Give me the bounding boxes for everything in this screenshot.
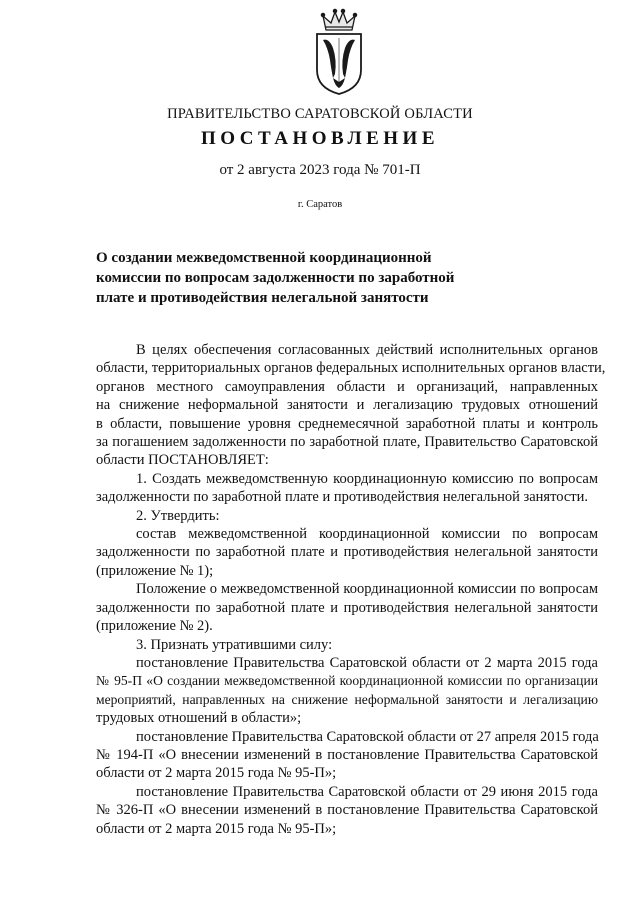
item-2b-paragraph: [96, 580, 598, 635]
item-3c-paragraph: [96, 783, 598, 838]
text-line: области от 2 марта 2015 года № 95-П»;: [96, 820, 337, 837]
text-line: 3. Признать утратившими силу:: [136, 636, 333, 653]
title-line: комиссии по вопросам задолженности по заработной: [96, 270, 455, 286]
text-line: состав межведомственной координационной комиссии по вопросам: [136, 526, 598, 543]
text-line: области, территориальных органов федеральных исполнительных органов власти,: [96, 360, 606, 377]
text-line: в области, повышение уровня среднемесячной заработной платы и контроль: [96, 415, 598, 432]
item-2a-paragraph: [96, 525, 598, 580]
item-3a-paragraph: [96, 654, 598, 728]
text-line: области от 2 марта 2015 года № 95-П»;: [96, 765, 337, 782]
text-line: за погашением задолженности по заработной плате, Правительство Саратовской: [96, 434, 598, 451]
text-line: 1. Создать межведомственную координационную комиссию по вопросам: [136, 470, 598, 487]
text-line: № 95-П «О создании межведомственной координационной комиссии по организации: [96, 673, 598, 689]
preamble-paragraph: [96, 341, 606, 470]
text-line: органов местного самоуправления области и организаций, направленных: [96, 378, 598, 395]
text-line: 2. Утвердить:: [136, 507, 220, 524]
document-title: [96, 248, 456, 308]
text-line: постановление Правительства Саратовской области от 29 июня 2015 года: [136, 783, 598, 800]
document-city: г. Саратов: [297, 199, 343, 210]
text-line: задолженности по заработной плате и противодействия нелегальной занятости: [96, 599, 598, 616]
text-line: области ПОСТАНОВЛЯЕТ:: [96, 452, 269, 469]
document-body: [96, 341, 606, 838]
document-type: ПОСТАНОВЛЕНИЕ: [200, 128, 440, 149]
text-line: Положение о межведомственной координационной комиссии по вопросам: [136, 581, 598, 598]
title-line: О создании межведомственной координационной: [96, 250, 432, 266]
government-name: ПРАВИТЕЛЬСТВО САРАТОВСКОЙ ОБЛАСТИ: [167, 106, 473, 122]
text-line: задолженности по заработной плате и противодействия нелегальной занятости.: [96, 489, 588, 506]
text-line: мероприятий, направленных на снижение неформальной занятости и легализацию: [96, 691, 598, 707]
item-3-paragraph: [96, 636, 598, 654]
item-1-paragraph: [96, 470, 598, 507]
item-2-paragraph: [96, 507, 598, 525]
text-line: В целях обеспечения согласованных действий исполнительных органов: [136, 342, 598, 358]
text-line: постановление Правительства Саратовской области от 27 апреля 2015 года: [136, 728, 599, 745]
text-line: № 194-П «О внесении изменений в постановление Правительства Саратовской: [96, 746, 598, 763]
document-date-number: от 2 августа 2023 года № 701-П: [219, 162, 421, 178]
text-line: (приложение № 2).: [96, 618, 213, 635]
text-line: трудовых отношений в области»;: [96, 710, 302, 727]
text-line: (приложение № 1);: [96, 562, 214, 579]
text-line: постановление Правительства Саратовской области от 2 марта 2015 года: [136, 654, 598, 671]
title-line: плате и противодействия нелегальной занятости: [96, 290, 429, 306]
text-line: на снижение неформальной занятости и легализацию трудовых отношений: [96, 397, 598, 414]
item-3b-paragraph: [96, 728, 598, 783]
coat-of-arms-icon: [309, 8, 369, 98]
text-line: № 326-П «О внесении изменений в постановление Правительства Саратовской: [96, 802, 598, 819]
text-line: задолженности по заработной плате и противодействия нелегальной занятости: [96, 544, 598, 561]
